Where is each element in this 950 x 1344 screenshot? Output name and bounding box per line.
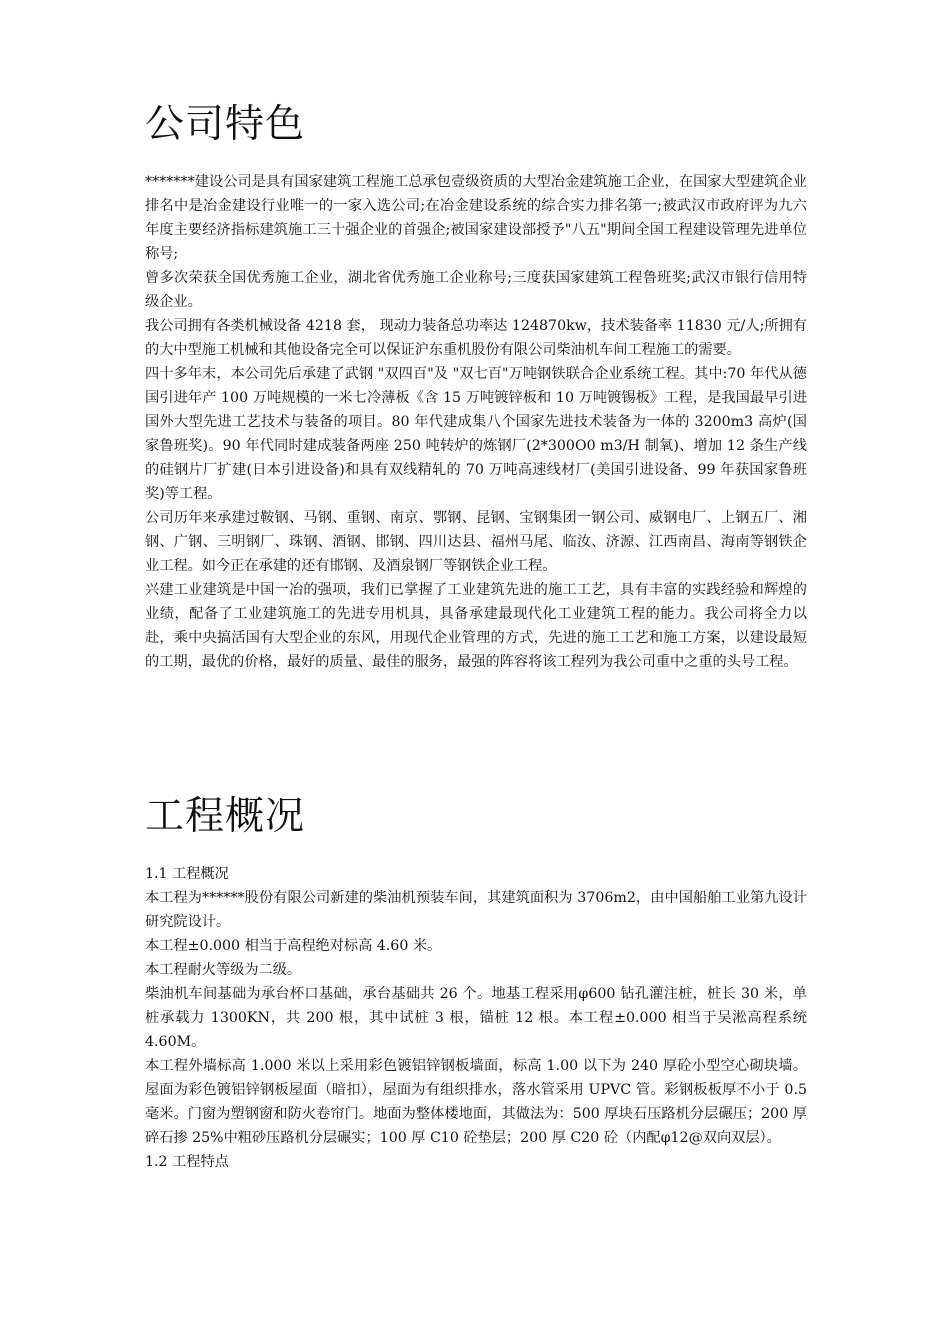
paragraph: 兴建工业建筑是中国一冶的强项，我们已掌握了工业建筑先进的施工工艺，具有丰富的实践经验和辉煌的业绩，配备了工业建筑施工的先进专用机具，具备承建最现代化工业建筑工程的能力。我公司将全力以赴，乘中央搞活国有大型企业的东风，用现代企业管理的方式，先进的施工工艺和施工方案，以建设最短的工期，最优的价格，最好的质量、最佳的服务，最强的阵容将该工程列为我公司重中之重的头号工程。 [145, 582, 807, 670]
paragraph: 本工程±0.000 相当于高程绝对标高 4.60 米。 [145, 938, 442, 954]
paragraph: 四十多年末，本公司先后承建了武钢 "双四百"及 "双七百"万吨钢铁联合企业系统工程。其中:70 年代从德国引进年产 100 万吨规模的一米七冷薄板《含 15 万吨镀锌板和 10 万吨镀锡板》工程，是我国最早引进国外大型先进工艺技术与装备的项目。80 年代建成集八个国家先进技术装备为一体的 3200m3 高炉(国家鲁班奖)。90 年代同时建成装备两座 250 吨转炉的炼钢厂(2*300O0 m3/H 制氧)、增加 12 条生产线的硅钢片厂扩建(日本引进设备)和具有双线精轧的 70 万吨高速线材厂(美国引进设备、99 年获国家鲁班奖)等工程。 [145, 366, 807, 502]
paragraph: 本工程耐火等级为二级。 [145, 962, 302, 978]
paragraph: *******建设公司是具有国家建筑工程施工总承包壹级资质的大型冶金建筑施工企业，在国家大型建筑企业排名中是冶金建设行业唯一的一家入选公司;在冶金建设系统的综合实力排名第一;被武汉市政府评为九六年度主要经济指标建筑施工三十强企业的首强企;被国家建设部授予"八五"期间全国工程建设管理先进单位称号; [145, 174, 807, 262]
paragraph: 我公司拥有各类机械设备 4218 套， 现动力装备总功率达 124870kw，技术装备率 11830 元/人;所拥有的大中型施工机械和其他设备完全可以保证沪东重机股份有限公司柴油机车间工程施工的需要。 [145, 318, 807, 358]
paragraph: 本工程为******股份有限公司新建的柴油机预装车间，其建筑面积为 3706m2，由中国船舶工业第九设计研究院设计。 [145, 890, 807, 930]
subsection-heading: 1.1 工程概况 [145, 866, 229, 882]
subsection-heading: 1.2 工程特点 [145, 1154, 229, 1170]
paragraph: 本工程外墙标高 1.000 米以上采用彩色镀铝锌钢板墙面，标高 1.00 以下为 240 厚砼小型空心砌块墙。屋面为彩色镀铝锌钢板屋面（暗扣），屋面为有组织排水，落水管采用 UPVC 管。彩钢板板厚不小于 0.5 毫米。门窗为塑钢窗和防火卷帘门。地面为整体楼地面，其做法为：500 厚块石压路机分层碾压；200 厚碎石掺 25%中粗砂压路机分层碾实；100 厚 C10 砼垫层；200 厚 C20 砼（内配φ12@双向双层）。 [145, 1058, 807, 1146]
paragraph: 曾多次荣获全国优秀施工企业，湖北省优秀施工企业称号;三度获国家建筑工程鲁班奖;武汉市银行信用特级企业。 [145, 270, 807, 310]
section-title-project-overview: 工程概况 [145, 794, 306, 839]
company-features-body [145, 170, 807, 674]
paragraph: 公司历年来承建过鞍钢、马钢、重钢、南京、鄂钢、昆钢、宝钢集团一钢公司、威钢电厂、上钢五厂、湘钢、广钢、三明钢厂、珠钢、酒钢、邯钢、四川达县、福州马尾、临汝、济源、江西南昌、海南等钢铁企业工程。如今正在承建的还有邯钢、及酒泉钢厂等钢铁企业工程。 [145, 510, 807, 574]
paragraph: 柴油机车间基础为承台杯口基础，承台基础共 26 个。地基工程采用φ600 钻孔灌注桩，桩长 30 米，单桩承载力 1300KN，共 200 根，其中试桩 3 根，锚桩 12 根。本工程±0.000 相当于吴淞高程系统 4.60M。 [145, 986, 807, 1050]
project-overview-body [145, 862, 807, 1174]
section-title-company-features: 公司特色 [145, 102, 306, 147]
